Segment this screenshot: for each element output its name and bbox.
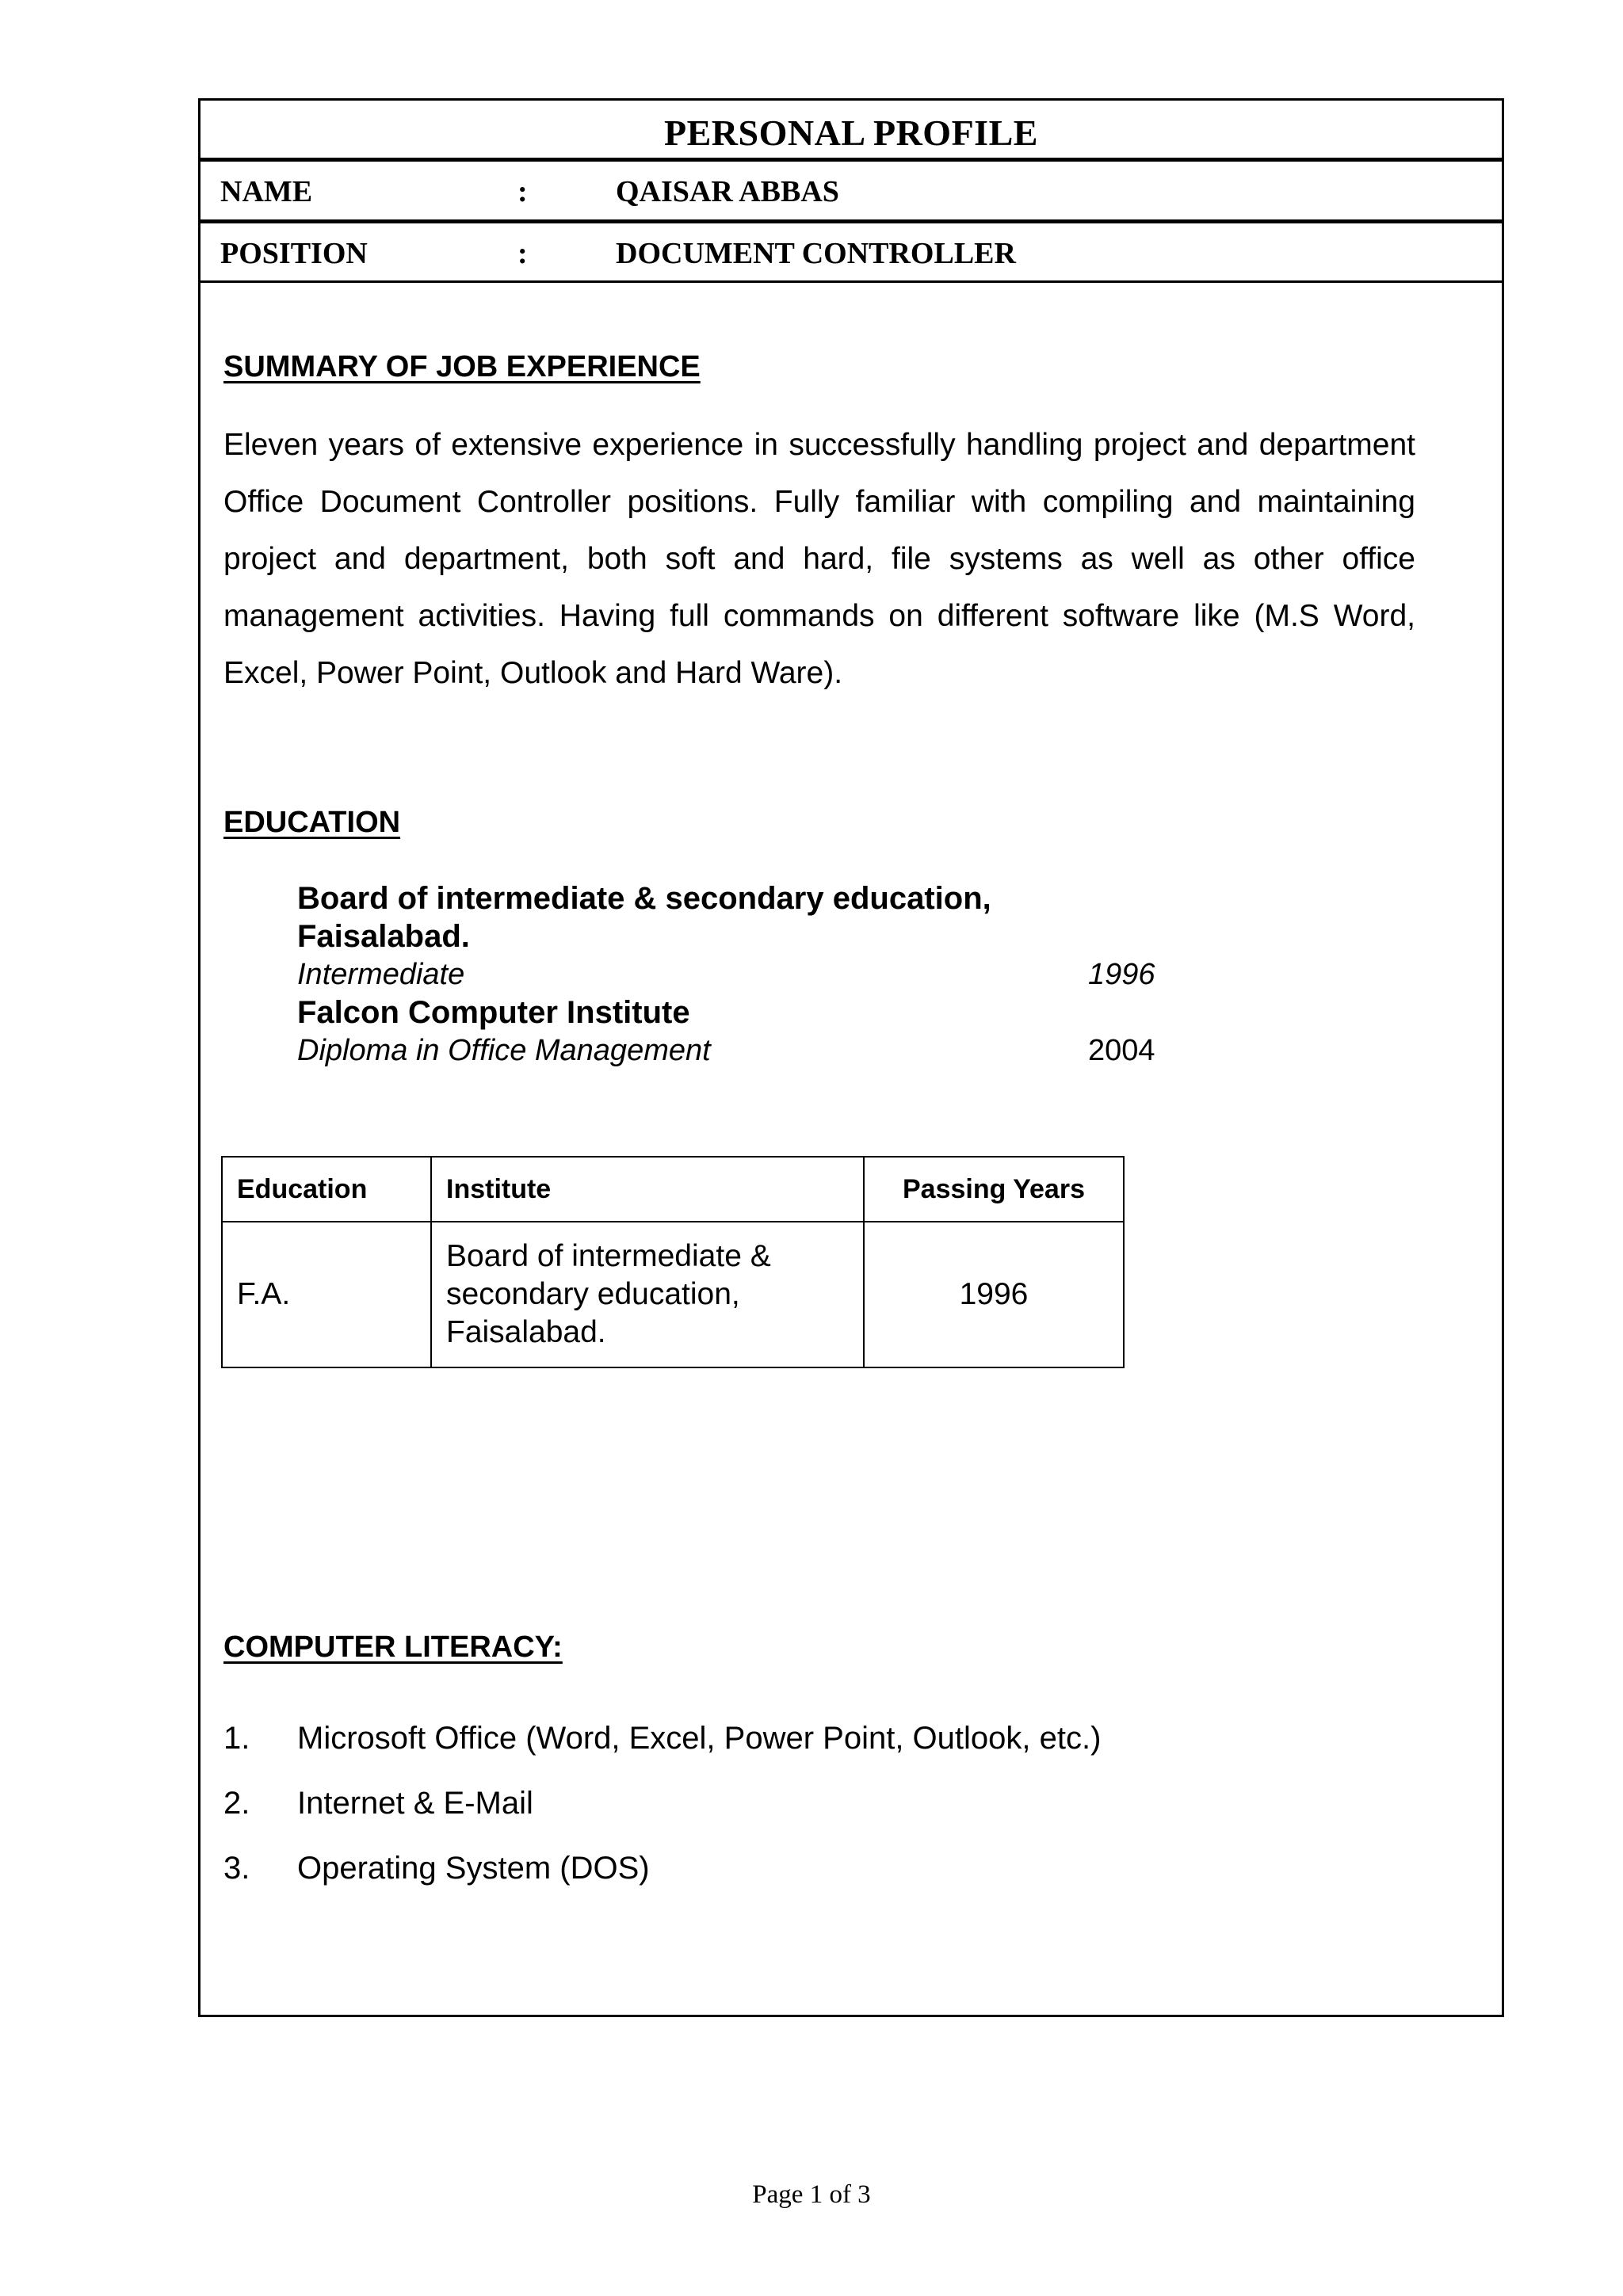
position-separator: : [517,237,528,270]
education-entry [297,994,1169,1070]
name-label: NAME [220,175,313,208]
table-cell-year: 1996 [864,1222,1124,1367]
table-header-education: Education [222,1157,431,1222]
name-value: QAISAR ABBAS [616,175,839,208]
summary-text: Eleven years of extensive experience in successfully handling project and department Office Document Controller positions. Fully familiar with compiling and maintaining project and department, both soft and hard, file systems as well as other office management activities. Having full commands on different software like (M.S Word, Excel, Power Point, Outlook and Hard Ware). [223,428,1415,690]
computer-literacy-heading: COMPUTER LITERACY: [223,1630,563,1664]
list-item-text: Internet & E-Mail [297,1786,533,1821]
name-separator: : [517,175,528,208]
education-entry [297,879,1169,994]
table-header-passing-years: Passing Years [864,1157,1124,1222]
title-row [200,101,1502,160]
list-item-number: 3. [223,1851,250,1886]
position-label: POSITION [220,237,368,270]
education-year: 1996 [1088,958,1155,991]
list-item-text: Operating System (DOS) [297,1851,650,1886]
education-table [221,1156,1125,1368]
list-item-number: 1. [223,1721,250,1756]
table-header-row [222,1157,1124,1222]
education-institute: Falcon Computer Institute [297,995,690,1030]
summary-heading: SUMMARY OF JOB EXPERIENCE [223,350,701,383]
page-title: PERSONAL PROFILE [664,113,1038,153]
list-item-text: Microsoft Office (Word, Excel, Power Point, Outlook, etc.) [297,1721,1102,1756]
table-cell-education: F.A. [222,1222,431,1367]
page-number: Page 1 of 3 [752,2180,871,2209]
education-institute: Board of intermediate & secondary education, Faisalabad. [297,881,991,954]
name-row [200,160,1502,222]
position-value: DOCUMENT CONTROLLER [616,237,1016,270]
table-cell-institute: Board of intermediate & secondary education, Faisalabad. [431,1222,864,1367]
list-item-number: 2. [223,1786,250,1821]
table-header-institute: Institute [431,1157,864,1222]
position-row [200,222,1502,283]
education-degree: Intermediate [297,958,465,991]
education-degree: Diploma in Office Management [297,1034,711,1067]
table-row [222,1222,1124,1367]
education-heading: EDUCATION [223,806,401,839]
education-year: 2004 [1088,1034,1155,1067]
